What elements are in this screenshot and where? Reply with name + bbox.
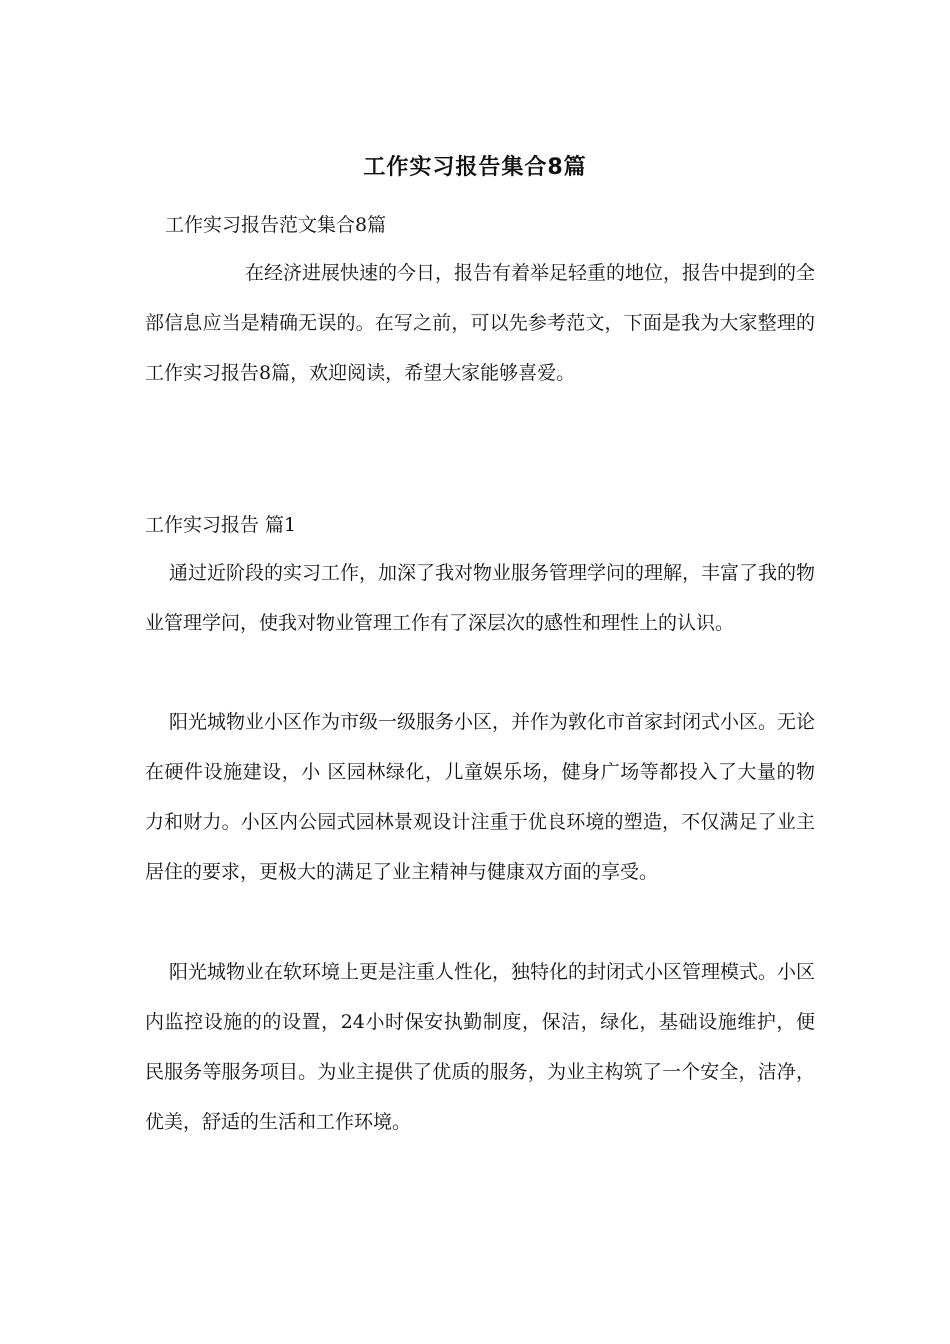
body-paragraph-2: 阳光城物业小区作为市级一级服务小区，并作为敦化市首家封闭式小区。无论在硬件设施建设，小 区园林绿化，儿童娱乐场，健身广场等都投入了大量的物力和财力。小区内公园式园林景观设计注重于优良环境的塑造，不仅满足了业主居住的要求，更极大的满足了业主精神与健康双方面的享受。	[145, 711, 816, 883]
body-paragraph-1: 通过近阶段的实习工作，加深了我对物业服务管理学问的理解，丰富了我的物业管理学问，使我对物业管理工作有了深层次的感性和理性上的认识。	[145, 562, 816, 634]
body-paragraph-3: 阳光城物业在软环境上更是注重人性化，独特化的封闭式小区管理模式。小区内监控设施的的设置，24小时保安执勤制度，保洁，绿化，基础设施维护，便民服务等服务项目。为业主提供了优质的服务，为业主构筑了一个安全，洁净，优美，舒适的生活和工作环境。	[145, 961, 816, 1133]
section-heading: 工作实习报告 篇1	[145, 514, 297, 536]
intro-paragraph: 在经济进展快速的今日，报告有着举足轻重的地位，报告中提到的全部信息应当是精确无误的。在写之前，可以先参考范文，下面是我为大家整理的工作实习报告8篇，欢迎阅读，希望大家能够喜爱。	[145, 262, 816, 384]
document-subtitle: 工作实习报告范文集合8篇	[165, 214, 387, 236]
document-title: 工作实习报告集合8篇	[363, 155, 587, 180]
